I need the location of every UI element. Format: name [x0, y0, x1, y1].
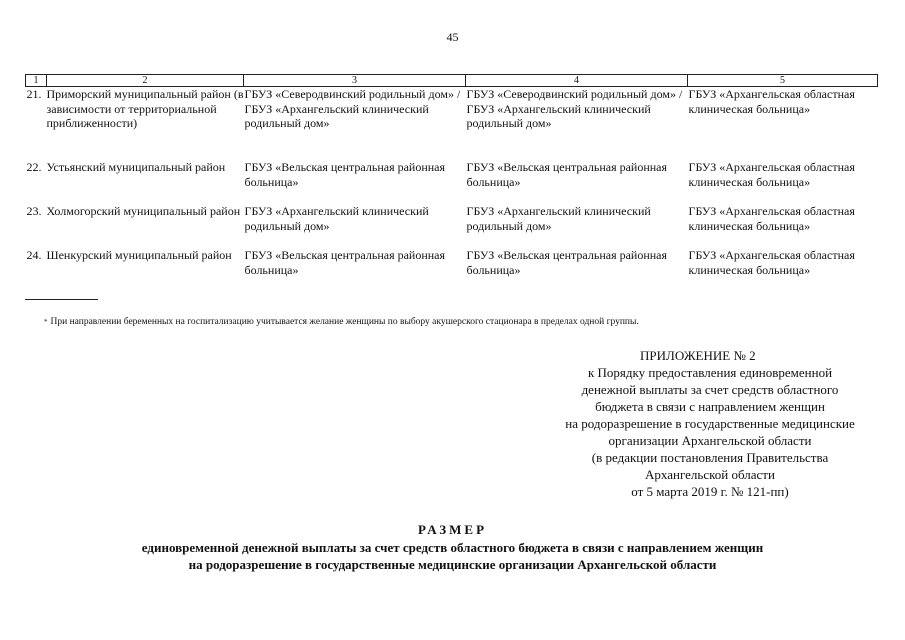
row-number: 21. [26, 87, 42, 101]
facilities-table [25, 74, 878, 278]
document-heading: РАЗМЕР [417, 522, 488, 537]
row-number: 24. [26, 248, 42, 262]
subtitle-line: единовременной денежной выплаты за счет средств областного бюджета в связи с направлением женщин [141, 540, 764, 555]
facility-col3: ГБУЗ «Северодвинский родильный дом» /ГБУЗ «Архангельский клинический родильный дом» [244, 87, 461, 130]
table-header-row [26, 75, 878, 87]
facility-col3: ГБУЗ «Архангельский клинический родильный дом» [244, 204, 429, 233]
column-header-4: 4 [466, 75, 688, 87]
district-name: Приморский муниципальный район (в зависимости от территориальной приближенности) [46, 87, 244, 130]
table-row [26, 248, 878, 278]
appendix-title: ПРИЛОЖЕНИЕ № 2 [640, 348, 756, 363]
district-name: Устьянский муниципальный район [46, 160, 226, 174]
column-header-3: 3 [244, 75, 466, 87]
document-subtitle [0, 539, 905, 573]
table-row [26, 160, 878, 204]
facility-col4: ГБУЗ «Вельская центральная районная больница» [466, 248, 668, 277]
appendix-line: к Порядку предоставления единовременной [587, 365, 833, 380]
district-name: Шенкурский муниципальный район [46, 248, 232, 262]
facility-col4: ГБУЗ «Северодвинский родильный дом» /ГБУЗ «Архангельский клинический родильный дом» [466, 87, 683, 130]
footnote-text: При направлении беременных на госпитализацию учитывается желание женщины по выбору акушерского стационара в пределах одной группы. [50, 317, 639, 327]
page-number: 45 [446, 30, 459, 44]
facility-col5: ГБУЗ «Архангельская областная клиническая больница» [688, 204, 855, 233]
footnote-divider [25, 299, 98, 300]
appendix-line: на родоразрешение в государственные медицинские [565, 416, 855, 431]
appendix-line: бюджета в связи с направлением женщин [595, 399, 825, 414]
row-number: 23. [26, 204, 42, 218]
appendix-line: денежной выплаты за счет средств областного [581, 382, 839, 397]
facility-col5: ГБУЗ «Архангельская областная клиническая больница» [688, 160, 855, 189]
footnote [44, 316, 884, 328]
district-name: Холмогорский муниципальный район [46, 204, 241, 218]
column-header-2: 2 [47, 75, 244, 87]
appendix-line: организации Архангельской области [608, 433, 812, 448]
facility-col3: ГБУЗ «Вельская центральная районная больница» [244, 160, 446, 189]
table-row [26, 87, 878, 161]
facility-col4: ГБУЗ «Архангельский клинический родильный дом» [466, 204, 651, 233]
appendix-line: от 5 марта 2019 г. № 121-пп) [631, 484, 789, 499]
facility-col5: ГБУЗ «Архангельская областная клиническая больница» [688, 87, 855, 116]
facility-col3: ГБУЗ «Вельская центральная районная больница» [244, 248, 446, 277]
facility-col5: ГБУЗ «Архангельская областная клиническая больница» [688, 248, 855, 277]
row-number: 22. [26, 160, 42, 174]
column-header-5: 5 [688, 75, 878, 87]
appendix-reference [515, 364, 905, 500]
column-header-1: 1 [26, 75, 47, 87]
table-row [26, 204, 878, 248]
facility-col4: ГБУЗ «Вельская центральная районная больница» [466, 160, 668, 189]
footnote-mark: * [44, 318, 48, 326]
appendix-line: (в редакции постановления Правительства [591, 450, 829, 465]
appendix-line: Архангельской области [645, 467, 775, 482]
subtitle-line: на родоразрешение в государственные медицинские организации Архангельской области [188, 557, 717, 572]
